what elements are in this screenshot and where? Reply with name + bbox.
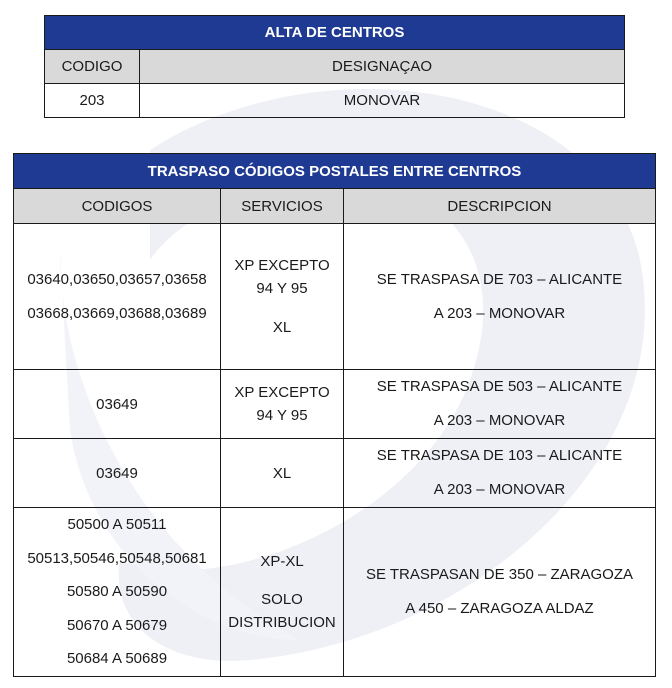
codigos-cell	[14, 508, 221, 677]
cell-designacao: MONOVAR	[140, 84, 625, 118]
descripcion-cell	[344, 370, 656, 439]
servicio-line: 94 Y 95	[256, 407, 308, 424]
descripcion-line: SE TRASPASA DE 703 – ALICANTE	[376, 270, 623, 288]
cell-codigo: 203	[45, 84, 140, 118]
header-servicios: SERVICIOS	[221, 189, 344, 224]
header-codigo: CODIGO	[45, 50, 140, 84]
descripcion-cell	[344, 508, 656, 677]
codigo-line: 03668,03669,03688,03689	[27, 304, 207, 322]
codigo-line: 50500 A 50511	[67, 516, 167, 533]
table-row	[14, 224, 656, 370]
descripcion-line: A 450 – ZARAGOZA ALDAZ	[405, 599, 594, 617]
header-designacao: DESIGNAÇAO	[140, 50, 625, 84]
servicios-cell	[221, 508, 344, 677]
servicio-line: XP EXCEPTO	[234, 257, 330, 274]
codigo-line: 03640,03650,03657,03658	[27, 270, 207, 288]
descripcion-line: SE TRASPASA DE 103 – ALICANTE	[376, 447, 623, 464]
alta-centros-title: ALTA DE CENTROS	[45, 16, 625, 50]
servicio-line: DISTRIBUCION	[228, 613, 336, 631]
descripcion-line: A 203 – MONOVAR	[433, 304, 566, 322]
traspaso-title: TRASPASO CÓDIGOS POSTALES ENTRE CENTROS	[14, 154, 656, 189]
servicio-line: XP-XL	[260, 552, 304, 570]
alta-centros-table	[44, 15, 625, 118]
codigo-line: 50684 A 50689	[66, 650, 168, 667]
table-row	[14, 508, 656, 677]
descripcion-line: SE TRASPASAN DE 350 – ZARAGOZA	[365, 566, 634, 584]
traspaso-table	[13, 153, 656, 677]
codigo-line: 50670 A 50679	[66, 616, 168, 634]
servicio-line: XP EXCEPTO	[234, 384, 330, 401]
servicios-cell	[221, 224, 344, 370]
servicio-line: 94 Y 95	[256, 280, 308, 297]
table-row	[14, 370, 656, 439]
header-codigos: CODIGOS	[14, 189, 221, 224]
codigos-cell: 03649	[14, 439, 221, 508]
servicio-line: SOLO	[261, 590, 303, 608]
descripcion-line: SE TRASPASA DE 503 – ALICANTE	[376, 378, 623, 395]
codigo-line: 50513,50546,50548,50681	[27, 549, 207, 567]
header-descripcion: DESCRIPCION	[344, 189, 656, 224]
servicios-cell: XL	[221, 439, 344, 508]
descripcion-cell	[344, 224, 656, 370]
descripcion-cell	[344, 439, 656, 508]
table-row	[14, 439, 656, 508]
descripcion-line: A 203 – MONOVAR	[433, 412, 566, 429]
servicio-line: XL	[272, 319, 292, 336]
servicios-cell	[221, 370, 344, 439]
codigo-line: 50580 A 50590	[66, 583, 168, 600]
descripcion-line: A 203 – MONOVAR	[433, 481, 566, 498]
codigos-cell: 03649	[14, 370, 221, 439]
codigos-cell	[14, 224, 221, 370]
